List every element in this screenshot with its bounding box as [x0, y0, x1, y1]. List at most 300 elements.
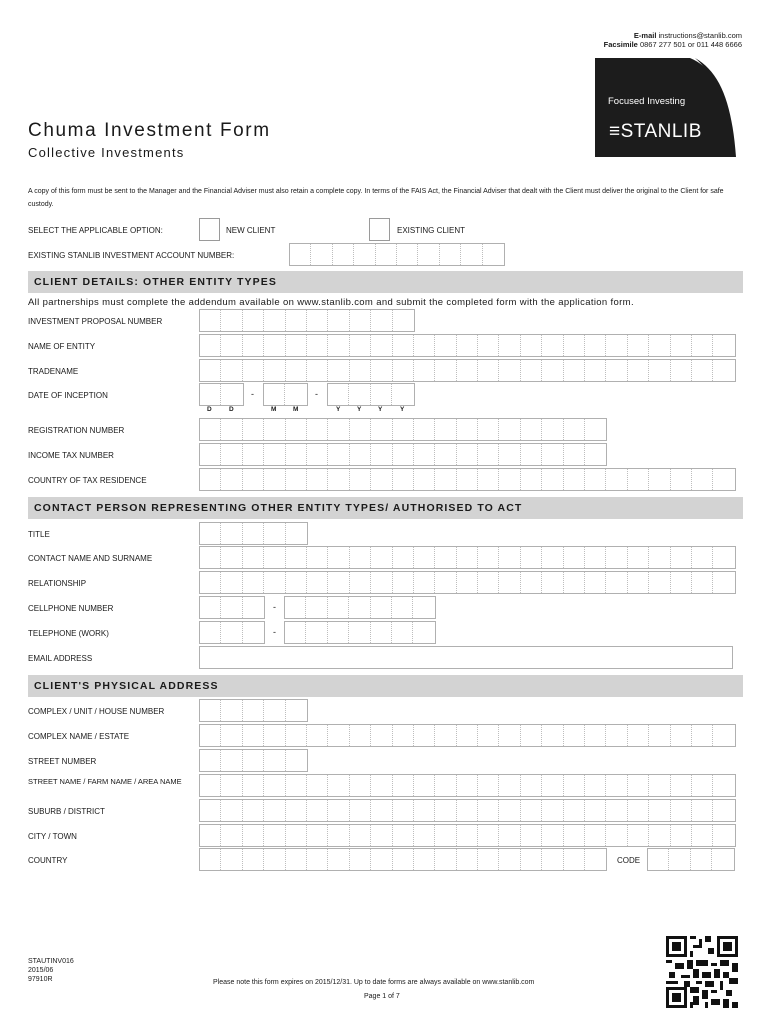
- char-cell[interactable]: [457, 469, 478, 490]
- char-cell[interactable]: [221, 700, 242, 721]
- char-cell[interactable]: [350, 310, 371, 331]
- char-cell[interactable]: [264, 310, 285, 331]
- char-cell[interactable]: [435, 419, 456, 440]
- char-cell[interactable]: [286, 725, 307, 746]
- char-cell[interactable]: [307, 444, 328, 465]
- char-cell[interactable]: [264, 725, 285, 746]
- city-field[interactable]: [199, 824, 736, 847]
- char-cell[interactable]: [457, 360, 478, 381]
- char-cell[interactable]: [478, 572, 499, 593]
- char-cell[interactable]: [564, 469, 585, 490]
- char-cell[interactable]: [393, 825, 414, 846]
- char-cell[interactable]: [350, 775, 371, 796]
- char-cell[interactable]: [478, 360, 499, 381]
- char-cell[interactable]: [692, 547, 713, 568]
- char-cell[interactable]: [521, 360, 542, 381]
- char-cell[interactable]: [713, 572, 734, 593]
- char-cell[interactable]: [564, 725, 585, 746]
- char-cell[interactable]: [478, 725, 499, 746]
- char-cell[interactable]: [435, 547, 456, 568]
- char-cell[interactable]: [285, 384, 306, 405]
- char-cell[interactable]: [671, 825, 692, 846]
- char-cell[interactable]: [200, 547, 221, 568]
- char-cell[interactable]: [243, 419, 264, 440]
- char-cell[interactable]: [264, 419, 285, 440]
- char-cell[interactable]: [371, 849, 392, 870]
- char-cell[interactable]: [457, 775, 478, 796]
- char-cell[interactable]: [649, 775, 670, 796]
- char-cell[interactable]: [350, 725, 371, 746]
- char-cell[interactable]: [713, 335, 734, 356]
- email-address-field[interactable]: [199, 646, 733, 669]
- char-cell[interactable]: [564, 360, 585, 381]
- suburb-field[interactable]: [199, 799, 736, 822]
- char-cell[interactable]: [564, 775, 585, 796]
- char-cell[interactable]: [628, 800, 649, 821]
- char-cell[interactable]: [457, 849, 478, 870]
- char-cell[interactable]: [221, 360, 242, 381]
- char-cell[interactable]: [286, 825, 307, 846]
- char-cell[interactable]: [307, 360, 328, 381]
- char-cell[interactable]: [499, 775, 520, 796]
- char-cell[interactable]: [264, 523, 285, 544]
- char-cell[interactable]: [671, 469, 692, 490]
- char-cell[interactable]: [392, 597, 413, 618]
- investment-proposal-field[interactable]: [199, 309, 415, 332]
- char-cell[interactable]: [243, 725, 264, 746]
- char-cell[interactable]: [649, 547, 670, 568]
- char-cell[interactable]: [692, 725, 713, 746]
- char-cell[interactable]: [349, 384, 370, 405]
- char-cell[interactable]: [606, 825, 627, 846]
- char-cell[interactable]: [606, 572, 627, 593]
- cellphone-number-field[interactable]: [284, 596, 436, 619]
- char-cell[interactable]: [478, 800, 499, 821]
- char-cell[interactable]: [499, 800, 520, 821]
- char-cell[interactable]: [649, 335, 670, 356]
- char-cell[interactable]: [333, 244, 354, 265]
- char-cell[interactable]: [713, 725, 734, 746]
- existing-client-checkbox[interactable]: [369, 218, 390, 241]
- char-cell[interactable]: [243, 523, 264, 544]
- char-cell[interactable]: [499, 419, 520, 440]
- char-cell[interactable]: [328, 800, 349, 821]
- char-cell[interactable]: [414, 849, 435, 870]
- char-cell[interactable]: [413, 622, 434, 643]
- complex-unit-field[interactable]: [199, 699, 308, 722]
- email-value[interactable]: instructions@stanlib.com: [658, 31, 742, 40]
- char-cell[interactable]: [435, 849, 456, 870]
- char-cell[interactable]: [669, 849, 690, 870]
- char-cell[interactable]: [221, 547, 242, 568]
- char-cell[interactable]: [435, 572, 456, 593]
- char-cell[interactable]: [585, 775, 606, 796]
- char-cell[interactable]: [307, 547, 328, 568]
- char-cell[interactable]: [435, 469, 456, 490]
- char-cell[interactable]: [264, 849, 285, 870]
- char-cell[interactable]: [264, 444, 285, 465]
- char-cell[interactable]: [328, 825, 349, 846]
- char-cell[interactable]: [692, 572, 713, 593]
- char-cell[interactable]: [286, 849, 307, 870]
- char-cell[interactable]: [243, 849, 264, 870]
- char-cell[interactable]: [350, 360, 371, 381]
- char-cell[interactable]: [221, 523, 242, 544]
- char-cell[interactable]: [328, 849, 349, 870]
- char-cell[interactable]: [414, 725, 435, 746]
- char-cell[interactable]: [264, 800, 285, 821]
- char-cell[interactable]: [328, 597, 349, 618]
- char-cell[interactable]: [585, 547, 606, 568]
- title-field[interactable]: [199, 522, 308, 545]
- char-cell[interactable]: [350, 825, 371, 846]
- char-cell[interactable]: [200, 775, 221, 796]
- char-cell[interactable]: [243, 700, 264, 721]
- char-cell[interactable]: [671, 360, 692, 381]
- char-cell[interactable]: [285, 622, 306, 643]
- street-name-field[interactable]: [199, 774, 736, 797]
- char-cell[interactable]: [371, 622, 392, 643]
- char-cell[interactable]: [435, 825, 456, 846]
- char-cell[interactable]: [457, 547, 478, 568]
- char-cell[interactable]: [328, 572, 349, 593]
- char-cell[interactable]: [521, 849, 542, 870]
- char-cell[interactable]: [414, 360, 435, 381]
- char-cell[interactable]: [350, 572, 371, 593]
- char-cell[interactable]: [671, 775, 692, 796]
- char-cell[interactable]: [371, 310, 392, 331]
- char-cell[interactable]: [564, 800, 585, 821]
- char-cell[interactable]: [521, 419, 542, 440]
- postal-code-field[interactable]: [647, 848, 735, 871]
- char-cell[interactable]: [393, 572, 414, 593]
- char-cell[interactable]: [200, 725, 221, 746]
- char-cell[interactable]: [606, 547, 627, 568]
- char-cell[interactable]: [371, 597, 392, 618]
- char-cell[interactable]: [649, 572, 670, 593]
- relationship-field[interactable]: [199, 571, 736, 594]
- char-cell[interactable]: [354, 244, 375, 265]
- char-cell[interactable]: [414, 547, 435, 568]
- char-cell[interactable]: [200, 825, 221, 846]
- char-cell[interactable]: [585, 725, 606, 746]
- char-cell[interactable]: [393, 335, 414, 356]
- char-cell[interactable]: [307, 310, 328, 331]
- char-cell[interactable]: [457, 725, 478, 746]
- tradename-field[interactable]: [199, 359, 736, 382]
- char-cell[interactable]: [200, 419, 221, 440]
- inception-day-field[interactable]: [199, 383, 244, 406]
- char-cell[interactable]: [606, 360, 627, 381]
- country-field[interactable]: [199, 848, 607, 871]
- char-cell[interactable]: [221, 725, 242, 746]
- char-cell[interactable]: [521, 825, 542, 846]
- char-cell[interactable]: [221, 622, 242, 643]
- char-cell[interactable]: [692, 825, 713, 846]
- char-cell[interactable]: [393, 725, 414, 746]
- char-cell[interactable]: [435, 725, 456, 746]
- income-tax-number-field[interactable]: [199, 443, 607, 466]
- char-cell[interactable]: [243, 469, 264, 490]
- char-cell[interactable]: [435, 360, 456, 381]
- char-cell[interactable]: [671, 572, 692, 593]
- char-cell[interactable]: [221, 597, 242, 618]
- char-cell[interactable]: [264, 825, 285, 846]
- char-cell[interactable]: [243, 335, 264, 356]
- char-cell[interactable]: [371, 572, 392, 593]
- char-cell[interactable]: [221, 310, 242, 331]
- char-cell[interactable]: [371, 469, 392, 490]
- char-cell[interactable]: [671, 800, 692, 821]
- char-cell[interactable]: [713, 469, 734, 490]
- char-cell[interactable]: [307, 825, 328, 846]
- char-cell[interactable]: [371, 775, 392, 796]
- char-cell[interactable]: [306, 597, 327, 618]
- char-cell[interactable]: [606, 335, 627, 356]
- char-cell[interactable]: [350, 469, 371, 490]
- char-cell[interactable]: [499, 572, 520, 593]
- char-cell[interactable]: [328, 775, 349, 796]
- char-cell[interactable]: [286, 700, 307, 721]
- char-cell[interactable]: [478, 825, 499, 846]
- char-cell[interactable]: [392, 384, 413, 405]
- char-cell[interactable]: [418, 244, 439, 265]
- char-cell[interactable]: [414, 444, 435, 465]
- char-cell[interactable]: [414, 775, 435, 796]
- char-cell[interactable]: [221, 444, 242, 465]
- char-cell[interactable]: [328, 444, 349, 465]
- char-cell[interactable]: [307, 775, 328, 796]
- char-cell[interactable]: [371, 800, 392, 821]
- char-cell[interactable]: [542, 360, 563, 381]
- char-cell[interactable]: [286, 572, 307, 593]
- char-cell[interactable]: [221, 825, 242, 846]
- char-cell[interactable]: [648, 849, 669, 870]
- inception-month-field[interactable]: [263, 383, 308, 406]
- char-cell[interactable]: [461, 244, 482, 265]
- char-cell[interactable]: [521, 725, 542, 746]
- char-cell[interactable]: [286, 419, 307, 440]
- char-cell[interactable]: [286, 547, 307, 568]
- char-cell[interactable]: [692, 775, 713, 796]
- char-cell[interactable]: [542, 444, 563, 465]
- char-cell[interactable]: [628, 775, 649, 796]
- char-cell[interactable]: [628, 725, 649, 746]
- char-cell[interactable]: [243, 572, 264, 593]
- char-cell[interactable]: [328, 547, 349, 568]
- char-cell[interactable]: [264, 547, 285, 568]
- char-cell[interactable]: [307, 469, 328, 490]
- char-cell[interactable]: [692, 469, 713, 490]
- char-cell[interactable]: [371, 384, 392, 405]
- char-cell[interactable]: [564, 849, 585, 870]
- char-cell[interactable]: [499, 469, 520, 490]
- char-cell[interactable]: [264, 360, 285, 381]
- char-cell[interactable]: [542, 725, 563, 746]
- char-cell[interactable]: [221, 572, 242, 593]
- char-cell[interactable]: [478, 335, 499, 356]
- char-cell[interactable]: [499, 849, 520, 870]
- char-cell[interactable]: [499, 547, 520, 568]
- char-cell[interactable]: [264, 750, 285, 771]
- char-cell[interactable]: [628, 825, 649, 846]
- char-cell[interactable]: [371, 547, 392, 568]
- char-cell[interactable]: [349, 597, 370, 618]
- char-cell[interactable]: [435, 335, 456, 356]
- char-cell[interactable]: [307, 800, 328, 821]
- char-cell[interactable]: [542, 547, 563, 568]
- char-cell[interactable]: [243, 800, 264, 821]
- char-cell[interactable]: [393, 800, 414, 821]
- char-cell[interactable]: [243, 547, 264, 568]
- char-cell[interactable]: [307, 849, 328, 870]
- char-cell[interactable]: [440, 244, 461, 265]
- char-cell[interactable]: [243, 360, 264, 381]
- char-cell[interactable]: [221, 469, 242, 490]
- char-cell[interactable]: [542, 800, 563, 821]
- contact-name-field[interactable]: [199, 546, 736, 569]
- telephone-code-field[interactable]: [199, 621, 265, 644]
- char-cell[interactable]: [200, 622, 221, 643]
- char-cell[interactable]: [606, 725, 627, 746]
- char-cell[interactable]: [649, 800, 670, 821]
- char-cell[interactable]: [393, 444, 414, 465]
- char-cell[interactable]: [328, 419, 349, 440]
- char-cell[interactable]: [671, 725, 692, 746]
- char-cell[interactable]: [606, 469, 627, 490]
- char-cell[interactable]: [221, 335, 242, 356]
- char-cell[interactable]: [692, 360, 713, 381]
- char-cell[interactable]: [499, 335, 520, 356]
- char-cell[interactable]: [392, 622, 413, 643]
- char-cell[interactable]: [286, 750, 307, 771]
- char-cell[interactable]: [200, 523, 221, 544]
- char-cell[interactable]: [286, 335, 307, 356]
- char-cell[interactable]: [264, 384, 285, 405]
- inception-year-field[interactable]: [327, 383, 415, 406]
- char-cell[interactable]: [413, 597, 434, 618]
- char-cell[interactable]: [542, 775, 563, 796]
- char-cell[interactable]: [713, 547, 734, 568]
- char-cell[interactable]: [328, 310, 349, 331]
- char-cell[interactable]: [200, 335, 221, 356]
- char-cell[interactable]: [371, 444, 392, 465]
- char-cell[interactable]: [221, 800, 242, 821]
- char-cell[interactable]: [585, 335, 606, 356]
- char-cell[interactable]: [499, 825, 520, 846]
- char-cell[interactable]: [243, 825, 264, 846]
- char-cell[interactable]: [200, 469, 221, 490]
- char-cell[interactable]: [328, 725, 349, 746]
- char-cell[interactable]: [264, 775, 285, 796]
- char-cell[interactable]: [264, 700, 285, 721]
- account-number-field[interactable]: [289, 243, 505, 266]
- char-cell[interactable]: [564, 825, 585, 846]
- char-cell[interactable]: [671, 547, 692, 568]
- char-cell[interactable]: [307, 572, 328, 593]
- char-cell[interactable]: [649, 360, 670, 381]
- char-cell[interactable]: [585, 360, 606, 381]
- char-cell[interactable]: [585, 469, 606, 490]
- char-cell[interactable]: [200, 360, 221, 381]
- char-cell[interactable]: [264, 469, 285, 490]
- complex-name-field[interactable]: [199, 724, 736, 747]
- char-cell[interactable]: [371, 725, 392, 746]
- char-cell[interactable]: [200, 700, 221, 721]
- char-cell[interactable]: [414, 335, 435, 356]
- char-cell[interactable]: [328, 384, 349, 405]
- char-cell[interactable]: [478, 775, 499, 796]
- char-cell[interactable]: [478, 547, 499, 568]
- char-cell[interactable]: [478, 469, 499, 490]
- char-cell[interactable]: [286, 523, 307, 544]
- char-cell[interactable]: [435, 775, 456, 796]
- char-cell[interactable]: [307, 335, 328, 356]
- telephone-number-field[interactable]: [284, 621, 436, 644]
- char-cell[interactable]: [328, 469, 349, 490]
- char-cell[interactable]: [542, 825, 563, 846]
- char-cell[interactable]: [499, 725, 520, 746]
- char-cell[interactable]: [649, 825, 670, 846]
- char-cell[interactable]: [307, 725, 328, 746]
- char-cell[interactable]: [414, 572, 435, 593]
- char-cell[interactable]: [397, 244, 418, 265]
- char-cell[interactable]: [307, 419, 328, 440]
- char-cell[interactable]: [221, 750, 242, 771]
- char-cell[interactable]: [414, 825, 435, 846]
- char-cell[interactable]: [564, 547, 585, 568]
- char-cell[interactable]: [606, 775, 627, 796]
- char-cell[interactable]: [457, 825, 478, 846]
- char-cell[interactable]: [200, 384, 221, 405]
- char-cell[interactable]: [200, 444, 221, 465]
- char-cell[interactable]: [221, 849, 242, 870]
- char-cell[interactable]: [542, 419, 563, 440]
- char-cell[interactable]: [435, 800, 456, 821]
- char-cell[interactable]: [542, 469, 563, 490]
- street-number-field[interactable]: [199, 749, 308, 772]
- char-cell[interactable]: [221, 384, 242, 405]
- char-cell[interactable]: [393, 469, 414, 490]
- char-cell[interactable]: [457, 800, 478, 821]
- char-cell[interactable]: [628, 335, 649, 356]
- char-cell[interactable]: [713, 360, 734, 381]
- char-cell[interactable]: [692, 800, 713, 821]
- char-cell[interactable]: [585, 800, 606, 821]
- char-cell[interactable]: [349, 622, 370, 643]
- char-cell[interactable]: [311, 244, 332, 265]
- char-cell[interactable]: [478, 419, 499, 440]
- char-cell[interactable]: [713, 800, 734, 821]
- char-cell[interactable]: [200, 572, 221, 593]
- char-cell[interactable]: [478, 444, 499, 465]
- char-cell[interactable]: [243, 444, 264, 465]
- char-cell[interactable]: [286, 444, 307, 465]
- char-cell[interactable]: [243, 750, 264, 771]
- char-cell[interactable]: [585, 444, 606, 465]
- char-cell[interactable]: [713, 825, 734, 846]
- char-cell[interactable]: [328, 622, 349, 643]
- char-cell[interactable]: [542, 849, 563, 870]
- char-cell[interactable]: [713, 775, 734, 796]
- registration-number-field[interactable]: [199, 418, 607, 441]
- cellphone-code-field[interactable]: [199, 596, 265, 619]
- char-cell[interactable]: [521, 335, 542, 356]
- char-cell[interactable]: [649, 469, 670, 490]
- char-cell[interactable]: [585, 825, 606, 846]
- char-cell[interactable]: [542, 572, 563, 593]
- char-cell[interactable]: [499, 360, 520, 381]
